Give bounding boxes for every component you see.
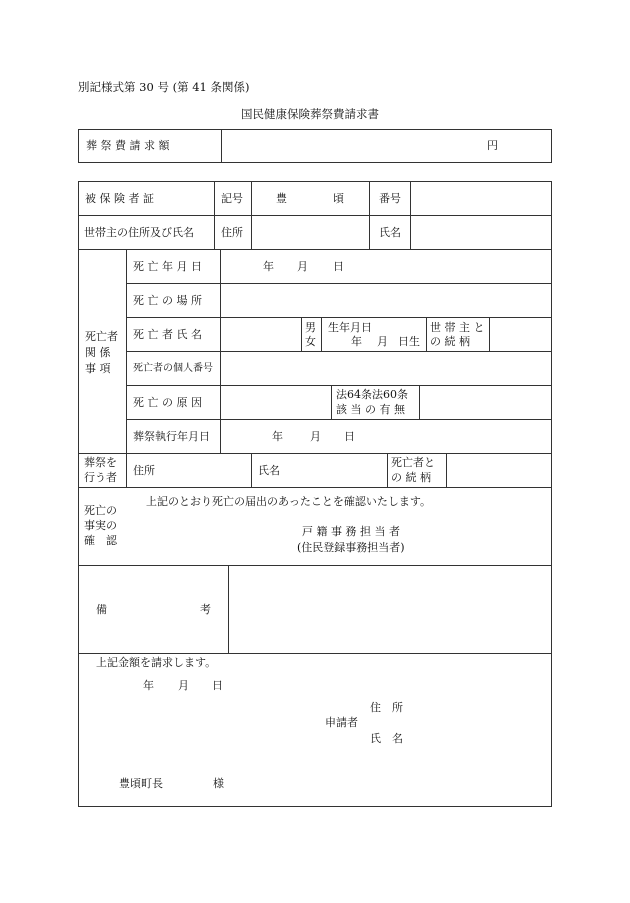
col-line (419, 385, 420, 419)
deceased-section-label-2: 関 係 (85, 346, 111, 359)
sex-male-option[interactable]: 男 (305, 321, 316, 334)
col-line (126, 249, 127, 487)
organizer-label-1: 葬祭を (84, 456, 117, 469)
row-line (78, 653, 552, 654)
row-line (126, 283, 552, 284)
kigo-value-koro: 頃 (333, 192, 344, 205)
col-line (251, 215, 252, 249)
organizer-label-2: 行う者 (84, 471, 117, 484)
birth-date-label: 生年月日 (328, 321, 372, 334)
death-month: 月 (297, 260, 308, 273)
funeral-year: 年 (272, 430, 283, 443)
resident-registry-officer-label: (住民登録事務担当者) (297, 541, 405, 554)
remarks-label-1: 備 (96, 603, 107, 616)
applicant-label: 申請者 (325, 716, 358, 729)
col-line (251, 181, 252, 215)
page-title: 国民健康保険葬祭費請求書 (241, 107, 379, 121)
householder-label: 世帯主の住所及び氏名 (84, 226, 194, 239)
mynumber-field[interactable] (222, 353, 550, 383)
death-place-field[interactable] (222, 285, 550, 315)
deceased-section-label-1: 死亡者 (85, 330, 118, 343)
applicant-name-label: 氏 名 (370, 732, 403, 745)
householder-relation-label-2: の 続 柄 (430, 335, 470, 348)
row-line (126, 351, 552, 352)
request-day: 日 (212, 679, 223, 692)
confirmation-label-3: 確 認 (84, 534, 117, 547)
registry-officer-label: 戸 籍 事 務 担 当 者 (302, 525, 400, 538)
householder-address-label: 住所 (221, 226, 243, 239)
col-line (251, 453, 252, 487)
birth-month: 月 (377, 335, 388, 348)
col-line (410, 181, 411, 215)
divider (221, 129, 222, 163)
death-date-label: 死 亡 年 月 日 (133, 260, 202, 273)
col-line (301, 317, 302, 351)
confirmation-label-1: 死亡の (84, 504, 117, 517)
organizer-relation-label-2: の 続 柄 (391, 471, 431, 484)
death-year: 年 (263, 260, 274, 273)
number-label: 番号 (379, 192, 401, 205)
col-line (214, 181, 215, 215)
honorific-label: 様 (213, 777, 224, 790)
sex-female-option[interactable]: 女 (305, 335, 316, 348)
death-cause-field[interactable] (222, 387, 329, 417)
col-line (387, 453, 388, 487)
householder-name-field[interactable] (412, 217, 550, 247)
confirmation-statement: 上記のとおり死亡の届出のあったことを確認いたします。 (146, 495, 432, 508)
kigo-value-toyo: 豊 (276, 192, 287, 205)
kigo-label: 記号 (221, 192, 243, 205)
insured-number-field[interactable] (412, 183, 550, 213)
col-line (331, 385, 332, 419)
col-line (220, 249, 221, 453)
organizer-name-label: 氏名 (258, 464, 280, 477)
addressee-label: 豊頃町長 (119, 777, 163, 790)
birth-year: 年 (351, 335, 362, 348)
row-line (78, 453, 552, 454)
col-line (214, 215, 215, 249)
col-line (410, 215, 411, 249)
organizer-relation-label-1: 死亡者と (391, 456, 435, 469)
col-line (426, 317, 427, 351)
organizer-address-label: 住所 (133, 464, 155, 477)
remarks-label-2: 考 (200, 603, 211, 616)
row-line (126, 419, 552, 420)
col-line (321, 317, 322, 351)
mynumber-label: 死亡者の個人番号 (133, 363, 213, 374)
householder-address-field[interactable] (253, 217, 367, 247)
death-place-label: 死 亡 の 場 所 (133, 294, 202, 307)
confirmation-label-2: 事実の (84, 519, 117, 532)
col-line (369, 215, 370, 249)
deceased-section-label-3: 事 項 (85, 362, 111, 375)
row-line (78, 249, 552, 250)
main-form-table (78, 181, 552, 807)
death-cause-label: 死 亡 の 原 因 (133, 396, 202, 409)
row-line (78, 487, 552, 488)
row-line (78, 215, 552, 216)
householder-name-label: 氏名 (379, 226, 401, 239)
remarks-field[interactable] (230, 567, 550, 651)
insured-card-label: 被 保 険 者 証 (85, 192, 154, 205)
funeral-day: 日 (344, 430, 355, 443)
claim-amount-label: 葬 祭 費 請 求 額 (86, 139, 170, 152)
row-line (78, 565, 552, 566)
deceased-name-label: 死 亡 者 氏 名 (133, 328, 202, 341)
col-line (369, 181, 370, 215)
funeral-date-label: 葬祭執行年月日 (133, 430, 210, 443)
request-year: 年 (143, 679, 154, 692)
request-statement: 上記金額を請求します。 (96, 656, 217, 669)
law-label-1: 法64条法60条 (336, 388, 408, 401)
death-day: 日 (333, 260, 344, 273)
col-line (228, 565, 229, 653)
form-reference: 別記様式第 30 号 (第 41 条関係) (78, 80, 250, 94)
householder-relation-label-1: 世 帯 主 と (430, 321, 485, 334)
funeral-month: 月 (310, 430, 321, 443)
request-month: 月 (178, 679, 189, 692)
birth-day-suffix: 日生 (398, 335, 420, 348)
yen-unit: 円 (487, 139, 498, 152)
applicant-address-label: 住 所 (370, 701, 403, 714)
row-line (126, 385, 552, 386)
law-label-2: 該 当 の 有 無 (336, 403, 405, 416)
col-line (489, 317, 490, 351)
col-line (446, 453, 447, 487)
claim-amount-field[interactable] (224, 131, 482, 161)
